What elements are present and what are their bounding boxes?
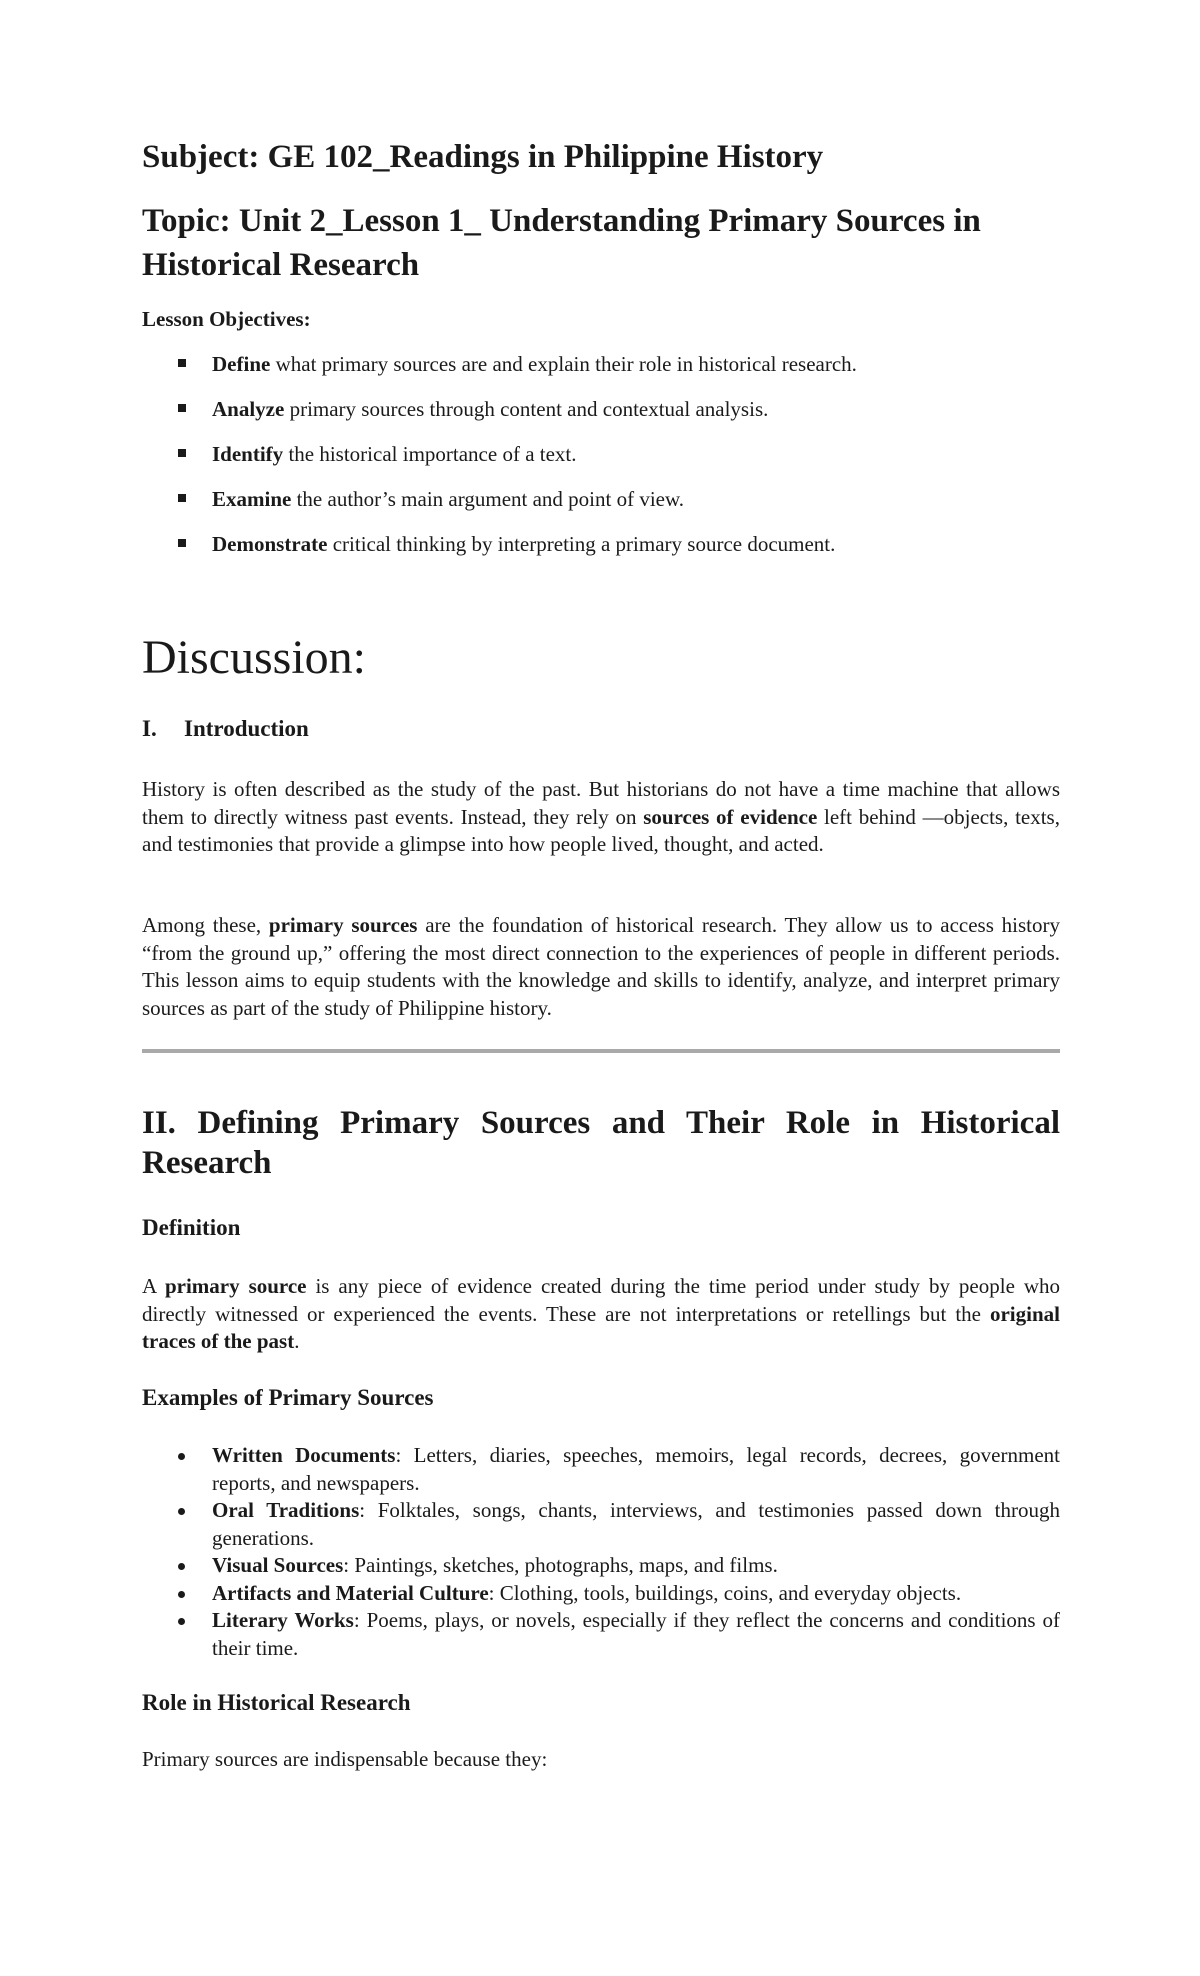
text-run: are the foundation of historical research. They allow us to access history “from the ground up,” offering the most direct connection to the experiences of people in different periods. This lesson aims to equip students with the knowledge and skills to identify, analyze, and interpret primary sources as part of the study of Philippine history. (142, 913, 1060, 1020)
horizontal-divider (142, 1049, 1060, 1053)
example-text: : Folktales, songs, chants, interviews, and testimonies passed down through generations. (212, 1498, 1060, 1550)
objectives-label: Lesson Objectives: (142, 307, 311, 331)
round-bullet-icon (178, 1453, 185, 1460)
objective-item (142, 350, 1060, 395)
objective-text: the historical importance of a text. (283, 442, 577, 466)
objective-item (142, 395, 1060, 440)
objective-text: what primary sources are and explain their role in historical research. (270, 352, 857, 376)
text-run: Among these, (142, 913, 269, 937)
objective-verb: Analyze (212, 397, 285, 421)
objectives-list (142, 350, 1060, 575)
objective-verb: Demonstrate (212, 532, 328, 556)
example-label: Visual Sources (212, 1553, 344, 1577)
example-item (142, 1552, 1060, 1580)
text-run: left behind —objects, texts, and testimonies that provide a glimpse into how people lived, thought, and acted. (142, 804, 1060, 856)
examples-list (142, 1442, 1060, 1662)
definition-paragraph (142, 1273, 1060, 1356)
text-run: A (142, 1274, 165, 1298)
example-label: Oral Traditions (212, 1498, 360, 1522)
emphasis-text: sources of evidence (643, 804, 818, 829)
section-title: Introduction (184, 716, 309, 741)
round-bullet-icon (178, 1591, 185, 1598)
example-text: : Clothing, tools, buildings, coins, and everyday objects. (488, 1580, 962, 1605)
examples-heading: Examples of Primary Sources (142, 1385, 434, 1410)
section-number: I. (142, 716, 157, 741)
introduction-heading (142, 716, 309, 742)
example-text: : Letters, diaries, speeches, memoirs, legal records, decrees, government reports, and newspapers. (212, 1443, 1060, 1495)
example-label: Written Documents (212, 1443, 396, 1467)
example-item (142, 1497, 1060, 1552)
square-bullet-icon (178, 404, 186, 412)
objective-verb: Define (212, 352, 271, 376)
example-text: : Poems, plays, or novels, especially if they reflect the concerns and conditions of their time. (212, 1608, 1060, 1660)
emphasis-text: primary source (164, 1274, 307, 1298)
emphasis-text: original traces of the past (142, 1301, 1060, 1353)
round-bullet-icon (178, 1618, 185, 1625)
objective-verb: Examine (212, 487, 292, 511)
section-2-heading: II. Defining Primary Sources and Their Role in Historical Research (142, 1105, 1060, 1181)
example-text: : Paintings, sketches, photographs, maps, and films. (343, 1553, 778, 1577)
square-bullet-icon (178, 359, 186, 367)
definition-heading: Definition (142, 1215, 241, 1240)
example-label: Artifacts and Material Culture (212, 1580, 489, 1605)
objective-item (142, 485, 1060, 530)
discussion-heading: Discussion: (142, 631, 367, 684)
example-item (142, 1580, 1060, 1608)
example-label: Literary Works (212, 1608, 354, 1632)
role-paragraph: Primary sources are indispensable because they: (142, 1747, 548, 1771)
text-run: . (294, 1329, 300, 1353)
square-bullet-icon (178, 539, 186, 547)
objective-item (142, 440, 1060, 485)
topic-title: Topic: Unit 2_Lesson 1_ Understanding Primary Sources in Historical Research (142, 203, 981, 283)
subject-title: Subject: GE 102_Readings in Philippine History (142, 139, 824, 175)
objective-item (142, 530, 1060, 575)
objective-text: critical thinking by interpreting a primary source document. (327, 532, 836, 556)
text-run: is any piece of evidence created during the time period under study by people who directly witnessed or experienced the events. These are not interpretations or retellings but the (142, 1274, 1061, 1326)
objective-text: the author’s main argument and point of view. (291, 487, 685, 511)
square-bullet-icon (178, 494, 186, 502)
example-item (142, 1607, 1060, 1662)
intro-paragraph-2 (142, 912, 1060, 1022)
example-item (142, 1442, 1060, 1497)
role-heading: Role in Historical Research (142, 1690, 411, 1715)
square-bullet-icon (178, 449, 186, 457)
objective-verb: Identify (212, 442, 284, 466)
text-run: History is often described as the study of the past. But historians do not have a time machine that allows them to directly witness past events. Instead, they rely on (142, 777, 1060, 829)
round-bullet-icon (178, 1563, 185, 1570)
intro-paragraph-1 (142, 776, 1060, 859)
emphasis-text: primary sources (268, 913, 418, 937)
round-bullet-icon (178, 1508, 185, 1515)
objective-text: primary sources through content and contextual analysis. (284, 397, 769, 421)
